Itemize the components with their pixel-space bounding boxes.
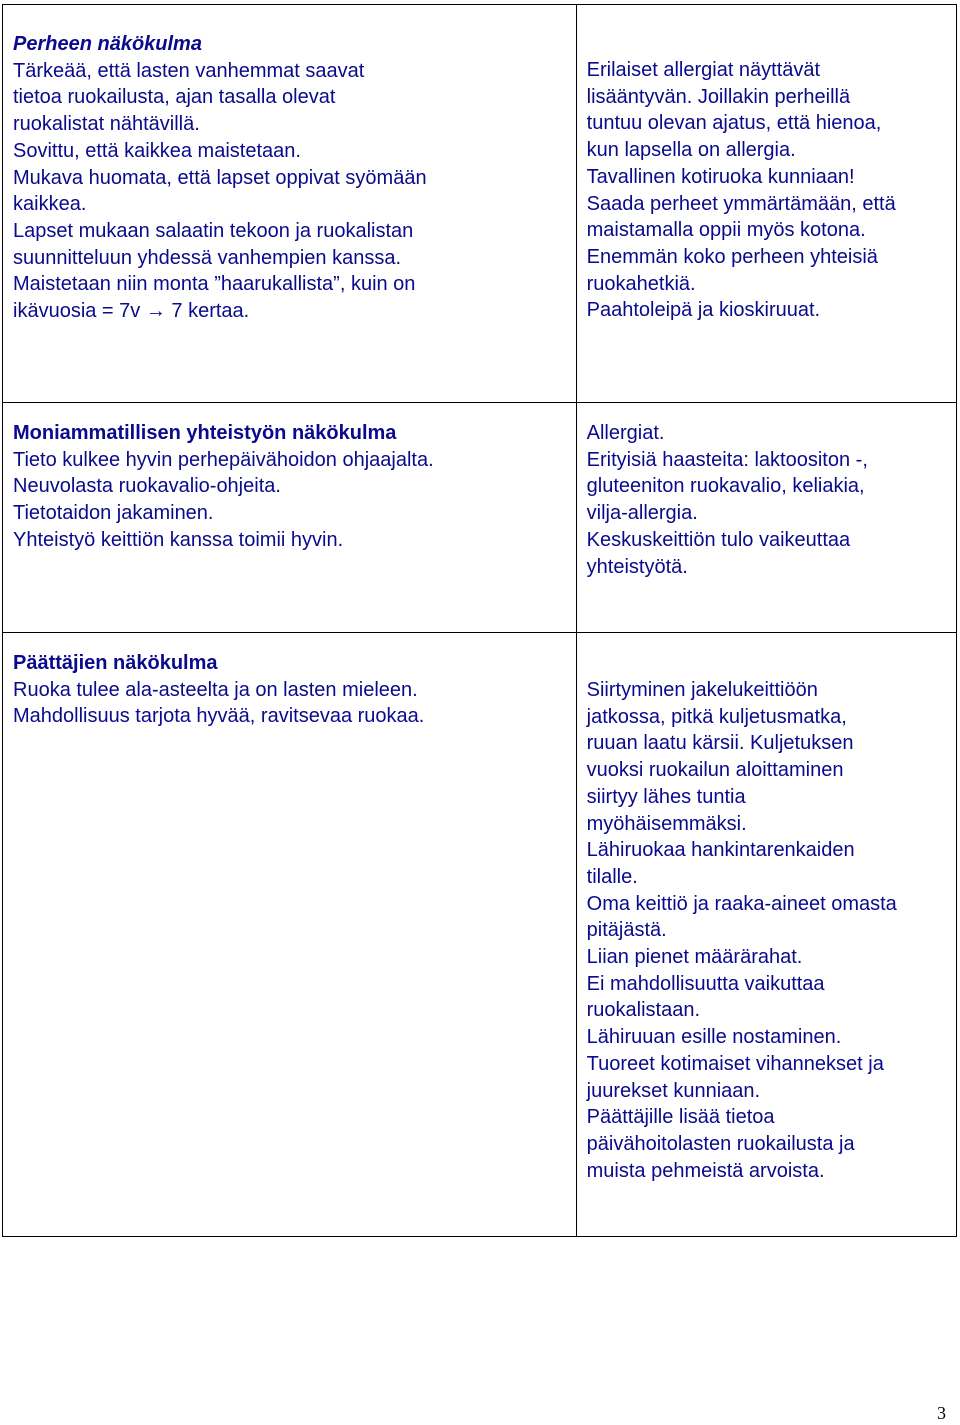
decision-makers-notes-cell bbox=[576, 633, 956, 1237]
text-line: tietoa ruokailusta, ajan tasalla olevat bbox=[13, 86, 336, 109]
text-line: myöhäisemmäksi. bbox=[586, 812, 747, 835]
text-line: Saada perheet ymmärtämään, että bbox=[586, 192, 896, 215]
multiprofessional-notes-cell bbox=[576, 403, 956, 633]
text-line: suunnitteluun yhdessä vanhempien kanssa. bbox=[13, 246, 402, 269]
text-line: ruokahetkiä. bbox=[586, 272, 696, 295]
text-line: ruuan laatu kärsii. Kuljetuksen bbox=[586, 732, 854, 755]
text-line: tilalle. bbox=[586, 865, 638, 888]
text-line: muista pehmeistä arvoista. bbox=[586, 1159, 825, 1182]
text-line: Neuvolasta ruokavalio-ohjeita. bbox=[13, 475, 281, 498]
perspectives-table bbox=[2, 4, 957, 1237]
text-line: Liian pienet määrärahat. bbox=[586, 946, 803, 969]
text-line: lisääntyvän. Joillakin perheillä bbox=[586, 85, 851, 108]
text-line: Mahdollisuus tarjota hyvää, ravitsevaa ruokaa. bbox=[13, 705, 425, 728]
text-line: Sovittu, että kaikkea maistetaan. bbox=[13, 139, 301, 162]
text-line: Allergiat. bbox=[586, 422, 665, 444]
text-line: vuoksi ruokailun aloittaminen bbox=[586, 759, 844, 782]
text-line: pitäjästä. bbox=[586, 919, 667, 942]
table-row bbox=[3, 633, 957, 1237]
text-line: siirtyy lähes tuntia bbox=[586, 785, 746, 808]
text-line: Erityisiä haasteita: laktoositon -, bbox=[586, 448, 868, 471]
text-fragment: ikävuosia = 7v bbox=[13, 300, 146, 323]
text-line: Tieto kulkee hyvin perhepäivähoidon ohjaajalta. bbox=[13, 448, 434, 471]
text-line: Siirtyminen jakelukeittiöön bbox=[586, 679, 818, 701]
text-line: vilja-allergia. bbox=[586, 502, 698, 525]
text-line: Päättäjille lisää tietoa bbox=[586, 1106, 775, 1129]
text-fragment: 7 kertaa. bbox=[165, 300, 250, 323]
text-line-with-arrow bbox=[13, 298, 566, 325]
text-line: Yhteistyö keittiön kanssa toimii hyvin. bbox=[13, 528, 344, 551]
text-line: Tietotaidon jakaminen. bbox=[13, 502, 214, 525]
text-line: Lähiruuan esille nostaminen. bbox=[586, 1026, 842, 1049]
text-line: tuntuu olevan ajatus, että hienoa, bbox=[586, 112, 882, 135]
decision-makers-perspective-cell bbox=[3, 633, 577, 1237]
text-line: Mukava huomata, että lapset oppivat syömään bbox=[13, 166, 427, 189]
text-line: Tärkeää, että lasten vanhemmat saavat bbox=[13, 59, 365, 82]
text-line: Lapset mukaan salaatin tekoon ja ruokalistan bbox=[13, 219, 414, 242]
arrow-right-icon: → bbox=[145, 300, 166, 323]
table-row bbox=[3, 403, 957, 633]
text-line: kaikkea. bbox=[13, 193, 87, 216]
text-line: maistamalla oppii myös kotona. bbox=[586, 219, 866, 242]
family-perspective-cell bbox=[3, 5, 577, 403]
text-line: Ei mahdollisuutta vaikuttaa bbox=[586, 972, 825, 995]
text-line: gluteeniton ruokavalio, keliakia, bbox=[586, 475, 865, 498]
text-line: Ruoka tulee ala-asteelta ja on lasten mieleen. bbox=[13, 678, 418, 701]
text-line: ruokalistaan. bbox=[586, 999, 701, 1022]
text-line: Enemmän koko perheen yhteisiä bbox=[586, 245, 878, 268]
text-line: Erilaiset allergiat näyttävät bbox=[586, 59, 821, 81]
text-line: juurekset kunniaan. bbox=[586, 1079, 761, 1102]
text-line: Maistetaan niin monta ”haarukallista”, kuin on bbox=[13, 273, 416, 296]
text-line: Oma keittiö ja raaka-aineet omasta bbox=[586, 892, 897, 915]
text-line: ruokalistat nähtävillä. bbox=[13, 113, 200, 136]
text-line: Keskuskeittiön tulo vaikeuttaa bbox=[586, 528, 851, 551]
section-heading: Päättäjien näkökulma bbox=[13, 652, 218, 674]
text-line: Paahtoleipä ja kioskiruuat. bbox=[586, 299, 821, 322]
text-line: Tavallinen kotiruoka kunniaan! bbox=[586, 165, 855, 188]
text-line: päivähoitolasten ruokailusta ja bbox=[586, 1132, 855, 1155]
text-line: jatkossa, pitkä kuljetusmatka, bbox=[586, 705, 847, 728]
family-notes-cell bbox=[576, 5, 956, 403]
section-heading: Moniammatillisen yhteistyön näkökulma bbox=[13, 422, 397, 444]
page-number: 3 bbox=[937, 1403, 946, 1423]
section-heading: Perheen näkökulma bbox=[13, 33, 202, 55]
text-line: Lähiruokaa hankintarenkaiden bbox=[586, 839, 855, 862]
text-line: kun lapsella on allergia. bbox=[586, 139, 796, 162]
multiprofessional-perspective-cell bbox=[3, 403, 577, 633]
table-row bbox=[3, 5, 957, 403]
text-line: Tuoreet kotimaiset vihannekset ja bbox=[586, 1052, 884, 1075]
text-line: yhteistyötä. bbox=[586, 555, 688, 578]
